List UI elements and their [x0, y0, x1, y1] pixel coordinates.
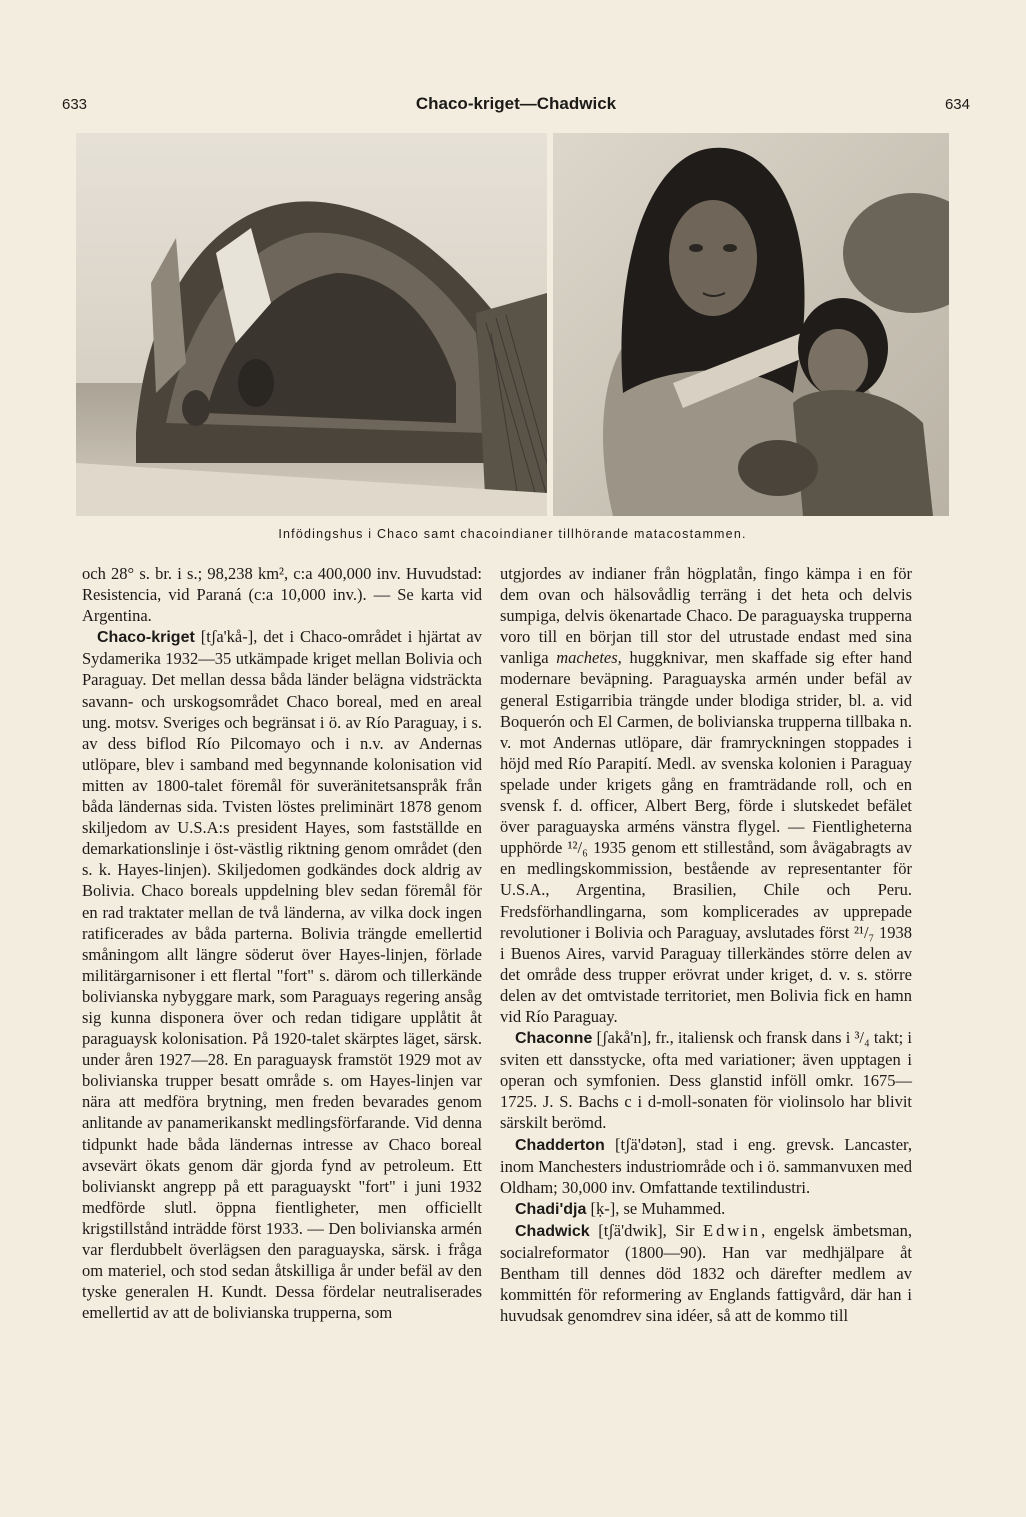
- entry-text-chadwick: , engelsk ämbetsman, socialreformator (1800—90). Han var medhjälpare åt Bentham till dennes död 1832 och därefter medlem av kommittén för reformering av Englands fattigvård, där han i huvudsak genomdrev sina idéer, så att de kommo till: [500, 1220, 913, 1326]
- figure-caption: Infödingshus i Chaco samt chacoindianer tillhörande matacostammen.: [278, 527, 747, 541]
- running-title: Chaco-kriget—Chadwick: [415, 94, 617, 113]
- entry-text-chadidja: [ḳ-], se Muhammed.: [586, 1198, 726, 1218]
- page-number-left: 633: [62, 96, 88, 113]
- text-segment: huggknivar, men skaffade sig efter hand modernare beväpning. Paraguayska armén under befäl av general Estigarribia trängde under blodiga strider, bl. a. vid Boquerón och El Carmen, de bolivianska trupperna tillbaka n. v. mot Andernas utlöpare, där framryckningen stoppades i höjd med Río Parapití. Medl. av svenska kolonien i Paraguay spelade under krigets gång en framträdande roll, och en svensk f. d. officer, Albert Berg, förde i slutskedet befälet över paraguayska arméns vänstra flygel. — Fientligheterna upphörde ¹²/₆ 1935 genom ett stillestånd, som åvägabragts av en medlingskommission, bestående av representanter för U.S.A., Argentina, Brasilien, Chile och Peru. Fredsförhandlingarna, som komplicerades av upprepade revolutioner i Bolivia och Paraguay, avslutades först ²¹/₇ 1938 i Buenos Aires, varvid Paraguay tillerkändes större delen av det område dess trupper erövrat under kriget, d. v. s. större delen av det omtvistade territoriet, men Bolivia fick en hamn vid Río Paraguay.: [500, 648, 912, 1026]
- headword-chadwick: Chadwick: [515, 1222, 590, 1240]
- entry-pron-chadwick: [tʃä'dwik], Sir: [589, 1220, 704, 1240]
- entry-text-chaco-kriget: [tʃa'kå-], det i Chaco-området i hjärtat av Sydamerika 1932—35 utkämpade kriget mellan Bolivia och Paraguay. Det mellan dessa båda länder belägna vidsträckta savann- och urskogsområdet Chaco boreal, med en areal ung. motsv. Sveriges och begränsat i ö. av Río Paraguay, i s. av dess biflod Río Pilcomayo och i n.v. av Andernas utlöpare, blev i samband med begynnande kolonisation vid mitten av 1800-talet föremål för suveränitetsanspråk från båda ländernas sida. Tvisten löstes preliminärt 1878 genom skiljedom av U.S.A:s president Hayes, som fastställde en demarkationslinje i öst-västlig riktning genom området (den s. k. Hayes-linjen). Skiljedomen godkändes dock aldrig av Bolivia. Chaco boreals uppdelning blev sedan föremål för en rad traktater mellan de två länderna, av vilka dock ingen ratificerades av båda parterna. Bolivia trängde emellertid småningom allt längre söderut över Hayes-linjen, förlade militärgarnisoner i ett flertal "fort" s. därom och tillerkände bolivianska nybyggare mark, som Paraguays regering ansåg sig kunna disponera över och redan tidigare upplåtit åt paraguaysk kolonisation. På 1920-talet skärptes läget, särsk. under åren 1927—28. En paraguaysk framstöt 1929 mot av bolivianska trupper besatt område s. om Hayes-linjen var nära att medföra brytning, men freden bevarades genom anlitande av panamerikanskt medlingsförfarande. Vid denna tidpunkt hade båda ländernas intresse av Chaco boreal avsevärt ökats genom där gjorda fynd av petroleum. Ett bolivianskt angrepp på ett paraguayskt "fort" i juni 1932 medförde slutl. öppna fientligheter, men officiellt krigstillstånd inträdde först 1933. — Den bolivianska armén var flerdubbelt överlägsen den paraguayska, särsk. i fråga om materiel, och stod sedan åtskilliga år under befäl av den tyske generalen H. Kundt. Dessa fördelar neutraliserades emellertid av att de bolivianska trupperna, som: [82, 627, 482, 1323]
- text-segment: utgjordes av indianer från högplatån, fingo kämpa i en för dem ovan och hälsovådlig terräng i det heta och delvis sumpiga, delvis ökenartade Chaco. De paraguayska trupperna voro till en början till stor del utrustade endast med sina vanliga: [500, 564, 912, 668]
- photo-native-dwellings: [76, 133, 547, 516]
- italic-term-machetes: machetes,: [556, 648, 622, 668]
- entry-chadwick: [500, 1220, 912, 1326]
- entry-chaco-kriget: [82, 626, 482, 1323]
- entry-text-chadderton: [tʃä'dətən], stad i eng. grevsk. Lancaster, inom Manchesters industriområde och i ö. sammanvuxen med Oldham; 30,000 inv. Omfattande textilindustri.: [500, 1134, 912, 1197]
- photo-woman-with-child-image: [553, 133, 949, 516]
- headword-chadidja: Chadi'dja: [515, 1200, 587, 1218]
- headword-chaco-kriget: Chaco-kriget: [97, 629, 195, 647]
- headword-chadderton: Chadderton: [515, 1136, 605, 1154]
- left-column: [82, 563, 482, 1323]
- person-name-edwin: Edwin: [703, 1220, 762, 1240]
- photo-native-dwellings-image: [76, 133, 547, 516]
- entry-chaconne: [500, 1027, 912, 1133]
- paragraph-chaco-cont: och 28° s. br. i s.; 98,238 km², c:a 400,000 inv. Huvudstad: Resistencia, vid Paraná (c:a 10,000 inv.). — Se karta vid Argentina.: [82, 564, 482, 626]
- headword-chaconne: Chaconne: [515, 1030, 593, 1048]
- paragraph-chaco-kriget-cont: [500, 563, 912, 1027]
- photo-woman-with-child: [553, 133, 949, 516]
- page-header: [62, 96, 970, 120]
- entry-chadidja: [500, 1198, 912, 1220]
- entry-text-chaconne: [ʃakå'n], fr., italiensk och fransk dans i ³/₄ takt; i sviten ett dansstycke, ofta med variationer; även upptagen i operan och symfonien. Dess glanstid inföll omkr. 1675—1725. J. S. Bachs c i d-moll-sonaten för violinsolo har blivit särskilt berömd.: [500, 1028, 912, 1133]
- entry-chadderton: [500, 1134, 912, 1198]
- page-number-right: 634: [944, 96, 970, 113]
- right-column: [500, 563, 912, 1326]
